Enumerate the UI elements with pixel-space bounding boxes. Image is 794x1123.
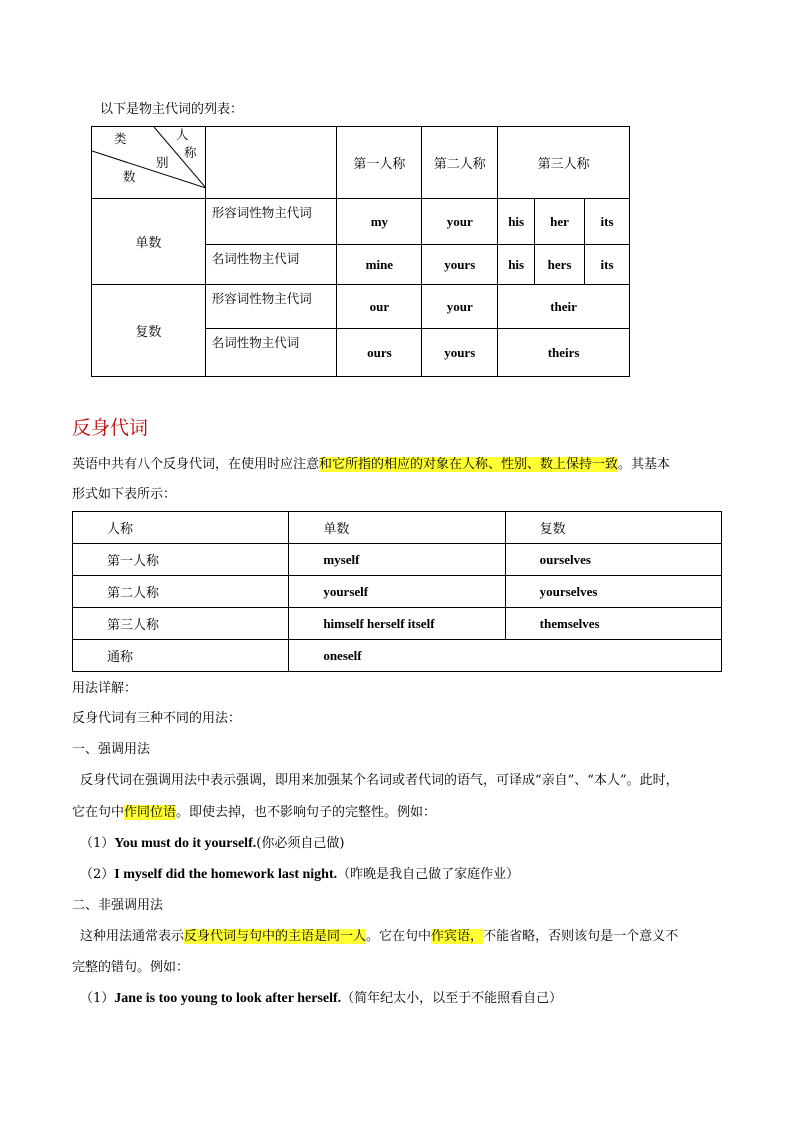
table-cell: our bbox=[337, 285, 422, 329]
intro-text: 以下是物主代词的列表： bbox=[100, 102, 244, 117]
example-number: （1） bbox=[80, 836, 115, 851]
subsection-title: 二、非强调用法 bbox=[72, 898, 164, 913]
table-header-cell: 复数 bbox=[505, 512, 721, 544]
table-cell: yourselves bbox=[505, 576, 721, 608]
header-first-person: 第一人称 bbox=[337, 127, 422, 199]
group-singular: 单数 bbox=[92, 199, 206, 285]
example-number: （1） bbox=[80, 991, 115, 1006]
text-span: 这种用法通常表示 bbox=[80, 929, 185, 944]
table-cell: theirs bbox=[498, 329, 630, 377]
table-cell: 第三人称 bbox=[73, 608, 289, 640]
possessive-pronoun-table bbox=[91, 126, 630, 377]
text-span: 。它在句中 bbox=[366, 929, 432, 944]
table-cell: 第一人称 bbox=[73, 544, 289, 576]
table-cell: its bbox=[585, 199, 630, 245]
row-type-label: 形容词性物主代词 bbox=[205, 199, 337, 245]
text-span: 它在句中 bbox=[72, 805, 125, 820]
paragraph-line bbox=[80, 928, 678, 946]
table-cell: your bbox=[422, 199, 498, 245]
section-title: 反身代词 bbox=[72, 417, 149, 439]
table-cell: ours bbox=[337, 329, 422, 377]
paragraph-line bbox=[72, 456, 670, 474]
table-cell: himself herself itself bbox=[289, 608, 505, 640]
table-header-cell: 单数 bbox=[289, 512, 505, 544]
table-cell: yourself bbox=[289, 576, 505, 608]
diag-label-shu: 数 bbox=[123, 169, 136, 184]
reflexive-pronoun-table bbox=[72, 511, 722, 672]
paragraph-line: 形式如下表所示： bbox=[72, 487, 177, 502]
diag-label-cheng: 称 bbox=[184, 145, 197, 160]
usage-heading: 用法详解： bbox=[72, 681, 138, 696]
table-cell: his bbox=[498, 245, 535, 285]
text-span: 。其基本 bbox=[618, 457, 671, 472]
row-type-label: 名词性物主代词 bbox=[205, 245, 337, 285]
diag-label-bie: 别 bbox=[156, 155, 169, 170]
example-english: Jane is too young to look after herself. bbox=[114, 991, 342, 1006]
table-cell: their bbox=[498, 285, 630, 329]
table-cell: oneself bbox=[289, 640, 722, 672]
highlight-text: 作宾语， bbox=[431, 929, 484, 944]
table-cell: her bbox=[535, 199, 585, 245]
table-cell: its bbox=[585, 245, 630, 285]
example-number: （2） bbox=[80, 867, 115, 882]
table-header-cell: 人称 bbox=[73, 512, 289, 544]
example-line bbox=[80, 835, 344, 853]
diag-label-ren: 人 bbox=[176, 127, 189, 142]
paragraph-line: 完整的错句。例如： bbox=[72, 960, 190, 975]
header-second-person: 第二人称 bbox=[422, 127, 498, 199]
highlight-text: 和它所指的相应的对象在人称、性别、数上保持一致 bbox=[319, 457, 619, 472]
example-chinese: (你必须自己做) bbox=[256, 836, 345, 851]
text-span: 不能省略，否则该句是一个意义不 bbox=[483, 929, 679, 944]
text-span: 英语中共有八个反身代词，在使用时应注意 bbox=[72, 457, 320, 472]
example-line bbox=[80, 866, 519, 884]
example-line bbox=[80, 990, 562, 1008]
table-cell: hers bbox=[535, 245, 585, 285]
text-span: 。即使去掉，也不影响句子的完整性。例如： bbox=[176, 805, 437, 820]
table-cell: his bbox=[498, 199, 535, 245]
table-cell: ourselves bbox=[505, 544, 721, 576]
example-chinese: （昨晚是我自己做了家庭作业） bbox=[337, 867, 520, 882]
table-cell: 第二人称 bbox=[73, 576, 289, 608]
diag-label-lei: 类 bbox=[114, 131, 127, 146]
example-english: You must do it yourself. bbox=[114, 836, 257, 851]
diagonal-header-cell bbox=[92, 127, 206, 199]
table-cell: yours bbox=[422, 329, 498, 377]
paragraph-line: 反身代词在强调用法中表示强调，即用来加强某个名词或者代词的语气，可译成“亲自”、“本人”。此时， bbox=[80, 773, 679, 788]
row-type-label: 形容词性物主代词 bbox=[205, 285, 337, 329]
table-cell: mine bbox=[337, 245, 422, 285]
highlight-text: 作同位语 bbox=[124, 805, 177, 820]
example-chinese: （简年纪太小，以至于不能照看自己） bbox=[341, 991, 563, 1006]
highlight-text: 反身代词与句中的主语是同一人 bbox=[184, 929, 367, 944]
table-cell: themselves bbox=[505, 608, 721, 640]
group-plural: 复数 bbox=[92, 285, 206, 377]
subsection-title: 一、强调用法 bbox=[72, 742, 151, 757]
paragraph-line bbox=[72, 804, 436, 822]
usage-intro: 反身代词有三种不同的用法： bbox=[72, 711, 242, 726]
example-english: I myself did the homework last night. bbox=[114, 867, 338, 882]
empty-header-cell bbox=[205, 127, 337, 199]
table-cell: my bbox=[337, 199, 422, 245]
table-cell: your bbox=[422, 285, 498, 329]
row-type-label: 名词性物主代词 bbox=[205, 329, 337, 377]
table-cell: yours bbox=[422, 245, 498, 285]
table-cell: myself bbox=[289, 544, 505, 576]
table-cell: 通称 bbox=[73, 640, 289, 672]
header-third-person: 第三人称 bbox=[498, 127, 630, 199]
